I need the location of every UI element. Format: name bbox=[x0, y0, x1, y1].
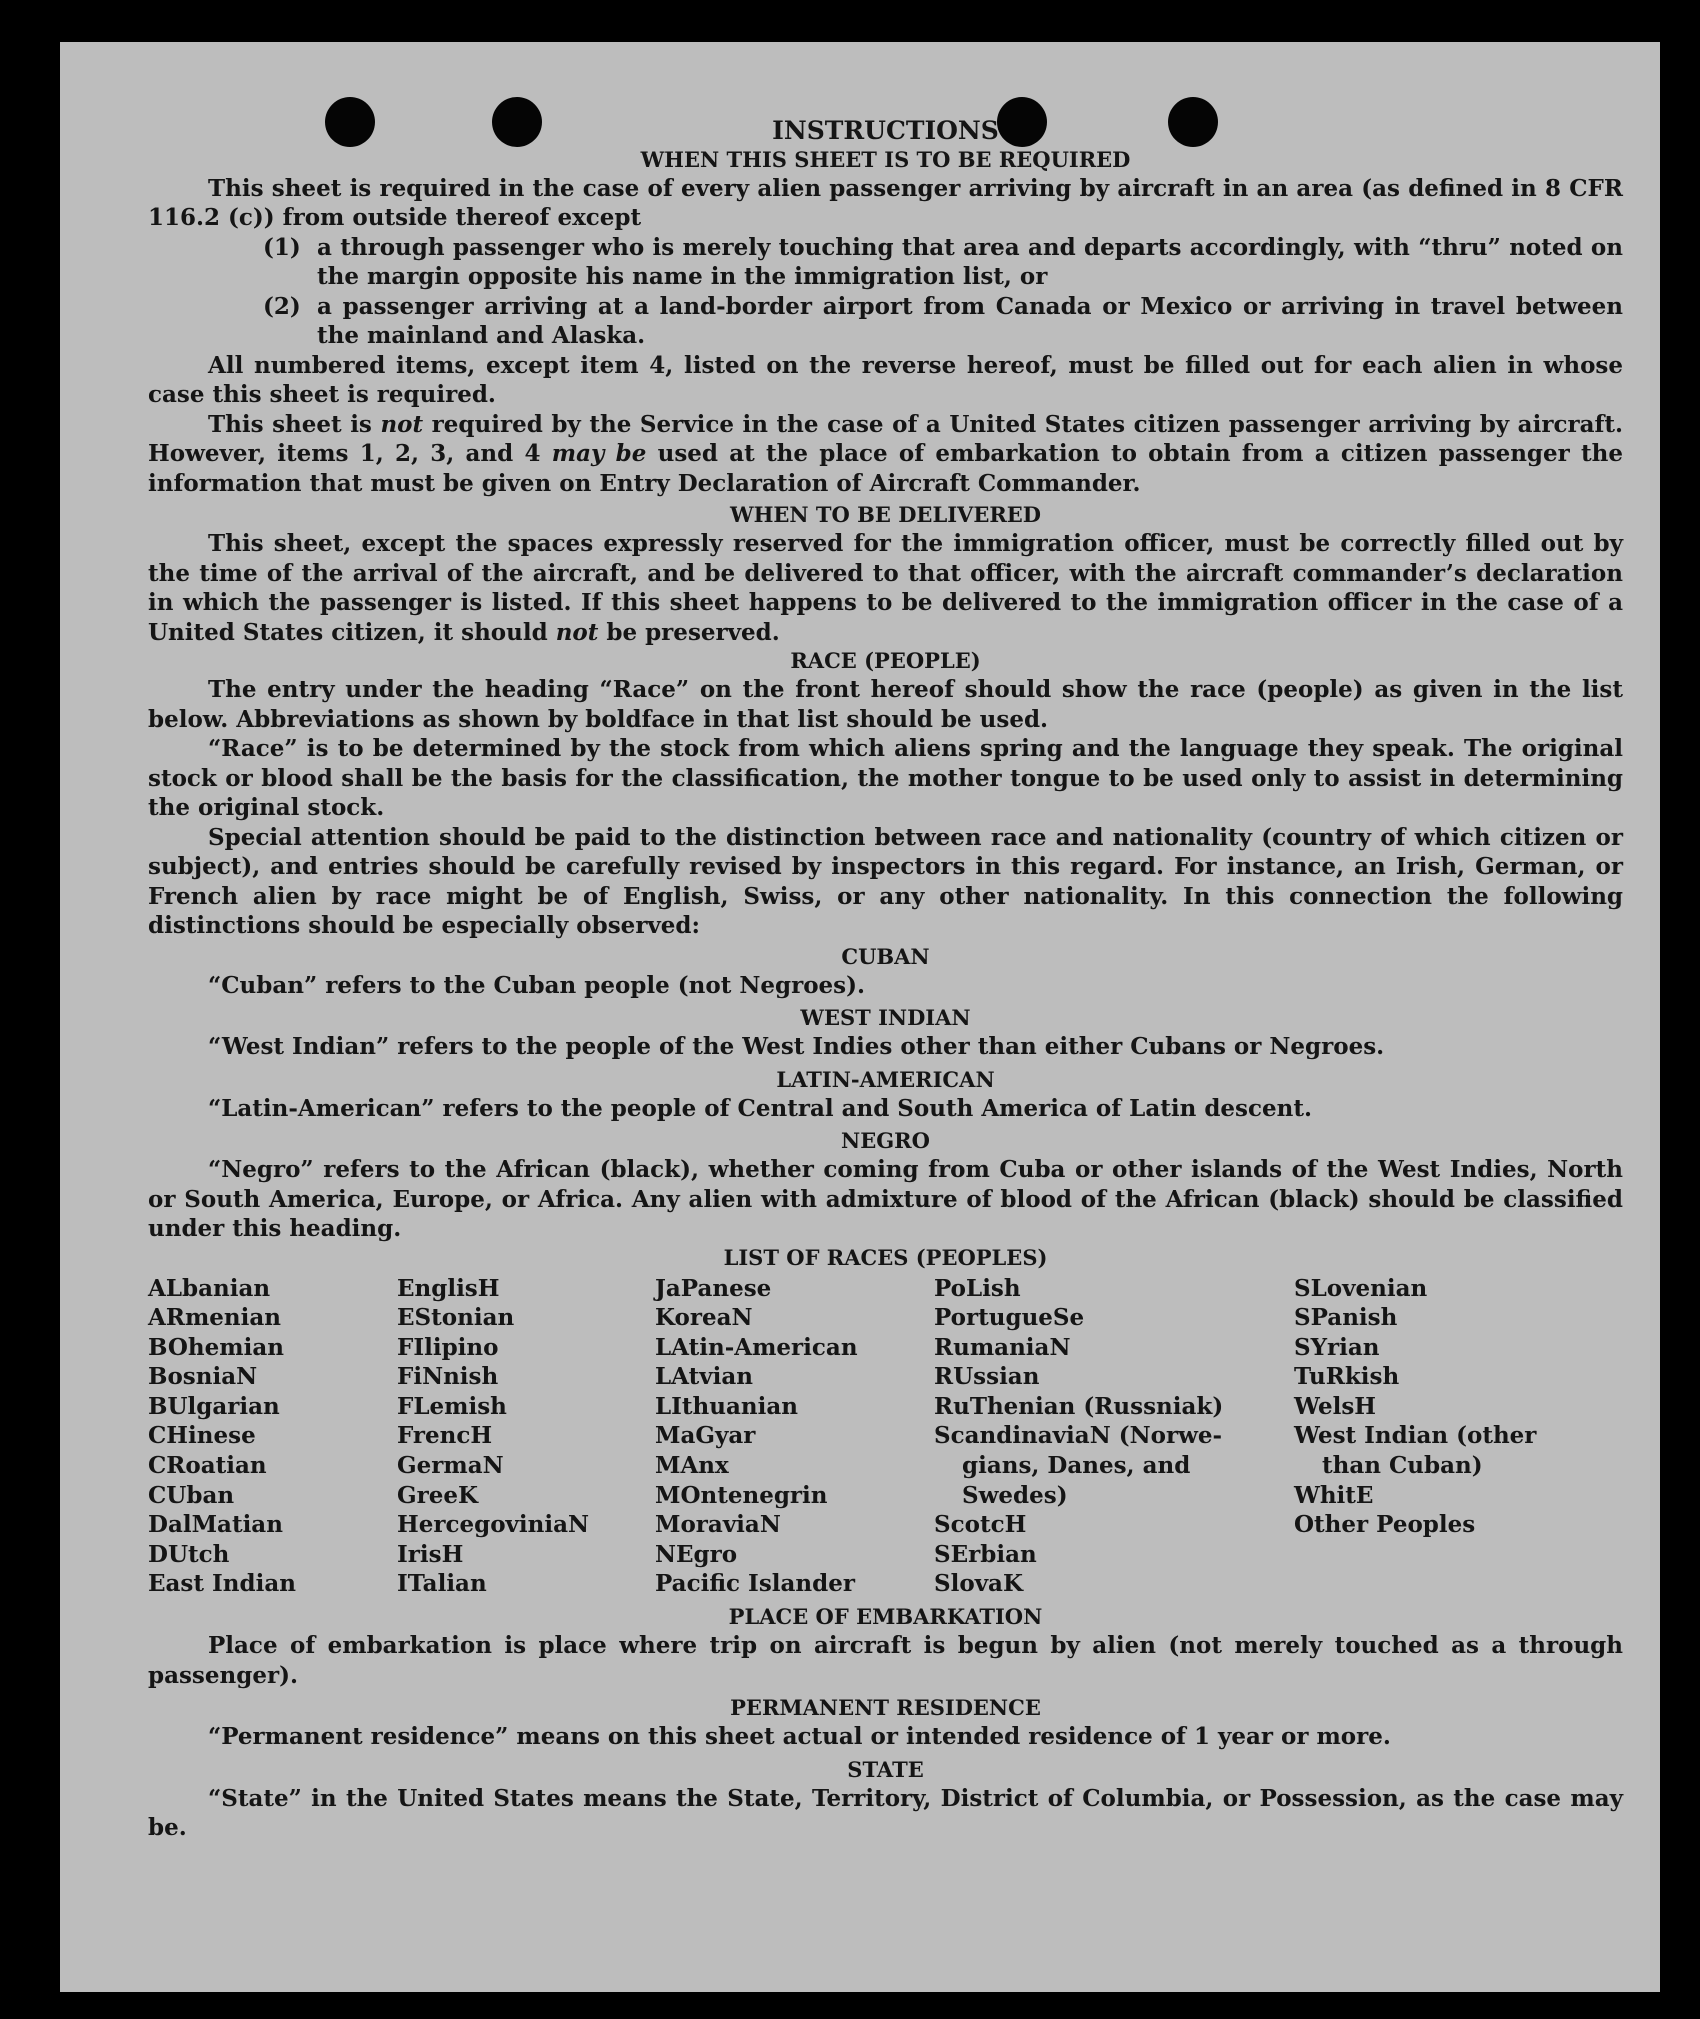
race-entry: RuThenian (Russniak) bbox=[934, 1392, 1224, 1420]
paragraph: Place of embarkation is place where trip on aircraft is begun by alien (not merely touched as a through passenger). bbox=[148, 1632, 1623, 1689]
race-entry: FLemish bbox=[397, 1392, 507, 1420]
race-column bbox=[655, 1274, 934, 1600]
race-entry: HercegoviniaN bbox=[397, 1511, 590, 1539]
race-entry: FIlipino bbox=[397, 1333, 499, 1361]
section-heading: WEST INDIAN bbox=[800, 1005, 971, 1030]
race-entry: SPanish bbox=[1294, 1304, 1398, 1332]
paragraph: “Latin-American” refers to the people of Central and South America of Latin descent. bbox=[208, 1094, 1312, 1122]
race-entry: MoraviaN bbox=[655, 1511, 781, 1539]
text-run: be preserved. bbox=[598, 618, 780, 646]
race-entry: BosniaN bbox=[148, 1363, 258, 1391]
race-entry: PortugueSe bbox=[934, 1304, 1085, 1332]
paragraph: “Race” is to be determined by the stock from which aliens spring and the language they speak. The original stock or blood shall be the basis for the classification, the mother tongue to be used only to assist in determining the original stock. bbox=[148, 735, 1623, 821]
race-entry: NEgro bbox=[655, 1540, 738, 1568]
section-heading: CUBAN bbox=[841, 943, 930, 969]
race-column bbox=[397, 1274, 655, 1600]
race-entry: ITalian bbox=[397, 1570, 487, 1598]
race-entry: East Indian bbox=[148, 1570, 296, 1598]
race-column bbox=[1294, 1274, 1594, 1600]
race-entry: TuRkish bbox=[1294, 1363, 1400, 1391]
document-sheet bbox=[60, 42, 1660, 1992]
paragraph: “Negro” refers to the African (black), whether coming from Cuba or other islands of the West Indies, North or South America, Europe, or Africa. Any alien with admixture of blood of the African (black) should be classified under this heading. bbox=[148, 1156, 1623, 1242]
race-entry: MAnx bbox=[655, 1452, 729, 1480]
race-entry: MaGyar bbox=[655, 1422, 756, 1450]
section-heading: NEGRO bbox=[841, 1128, 930, 1153]
race-entry: JaPanese bbox=[655, 1274, 772, 1302]
race-entry: BUlgarian bbox=[148, 1392, 280, 1420]
emphasis-text: not bbox=[555, 618, 599, 646]
race-entry: LAtvian bbox=[655, 1363, 753, 1391]
race-entry: ALbanian bbox=[148, 1274, 271, 1302]
paragraph: “West Indian” refers to the people of the West Indies other than either Cubans or Negroes. bbox=[208, 1033, 1385, 1060]
list-item bbox=[148, 233, 1623, 292]
section-heading: RACE (PEOPLE) bbox=[790, 648, 981, 673]
race-entry: RumaniaN bbox=[934, 1333, 1071, 1361]
race-entry: ScotcH bbox=[934, 1511, 1027, 1539]
text-run: required by the Service in the case of a United States citizen passenger arriving by aircraft. However, items 1, 2, 3, and 4 bbox=[148, 410, 1623, 467]
race-entry: PoLish bbox=[934, 1274, 1021, 1302]
race-entry: Other Peoples bbox=[1294, 1511, 1476, 1539]
paragraph: The entry under the heading “Race” on the front hereof should show the race (people) as given in the list below. Abbreviations as shown by boldface in that list should be used. bbox=[148, 676, 1623, 733]
race-entry: CRoatian bbox=[148, 1452, 267, 1480]
item-text: a through passenger who is merely touching that area and departs accordingly, with “thru” noted on the margin opposite his name in the immigration list, or bbox=[317, 233, 1623, 290]
section-heading: STATE bbox=[847, 1756, 924, 1782]
race-entry: CHinese bbox=[148, 1422, 256, 1450]
race-entry: gians, Danes, and bbox=[962, 1452, 1191, 1480]
race-entry: WelsH bbox=[1294, 1392, 1377, 1420]
instructions-content bbox=[148, 114, 1623, 1843]
race-entry: GreeK bbox=[397, 1481, 479, 1509]
race-entry: LAtin-American bbox=[655, 1333, 858, 1361]
race-entry: ScandinaviaN (Norwe- bbox=[934, 1422, 1223, 1450]
race-entry: LIthuanian bbox=[655, 1392, 798, 1420]
race-entry: GermaN bbox=[397, 1452, 504, 1480]
race-entry: than Cuban) bbox=[1322, 1452, 1483, 1480]
paragraph: “Cuban” refers to the Cuban people (not Negroes). bbox=[208, 971, 866, 999]
paragraph: All numbered items, except item 4, listed on the reverse hereof, must be filled out for each alien in whose case this sheet is required. bbox=[148, 351, 1623, 408]
section-heading: LATIN-AMERICAN bbox=[776, 1066, 995, 1092]
race-entry: DalMatian bbox=[148, 1511, 283, 1539]
item-number: (2) bbox=[263, 292, 301, 320]
text-run: used at the place of embarkation to obtain from a citizen passenger the information that must be given on Entry Declaration of Aircraft Commander. bbox=[148, 440, 1623, 497]
paragraph: This sheet is required in the case of every alien passenger arriving by aircraft in an area (as defined in 8 CFR 116.2 (c)) from outside thereof except bbox=[148, 174, 1623, 231]
item-text: a passenger arriving at a land-border airport from Canada or Mexico or arriving in travel between the mainland and Alaska. bbox=[317, 292, 1623, 349]
paragraph bbox=[148, 410, 1623, 499]
race-entry: FrencH bbox=[397, 1422, 493, 1450]
section-heading: WHEN THIS SHEET IS TO BE REQUIRED bbox=[640, 146, 1131, 172]
text-run: This sheet is bbox=[208, 410, 381, 438]
race-column bbox=[934, 1274, 1294, 1600]
race-entry: MOntenegrin bbox=[655, 1481, 828, 1509]
list-item bbox=[148, 292, 1623, 351]
section-heading: LIST OF RACES (PEOPLES) bbox=[723, 1244, 1048, 1270]
race-entry: RUssian bbox=[934, 1363, 1040, 1391]
race-entry: EnglisH bbox=[397, 1274, 500, 1302]
section-heading: PLACE OF EMBARKATION bbox=[728, 1604, 1043, 1630]
race-entry: BOhemian bbox=[148, 1333, 284, 1361]
race-entry: IrisH bbox=[397, 1540, 464, 1568]
section-heading: WHEN TO BE DELIVERED bbox=[729, 502, 1041, 527]
race-entry: EStonian bbox=[397, 1304, 515, 1332]
paragraph: “State” in the United States means the State, Territory, District of Columbia, or Possession, as the case may be. bbox=[148, 1784, 1623, 1842]
paragraph: Special attention should be paid to the distinction between race and nationality (country of which citizen or subject), and entries should be carefully revised by inspectors in this regard. For instance, an Irish, German, or French alien by race might be of English, Swiss, or any other nationality. In this connection the following distinctions should be especially observed: bbox=[148, 823, 1623, 939]
paragraph bbox=[148, 529, 1623, 647]
race-entry: West Indian (other bbox=[1294, 1422, 1537, 1450]
race-entry: KoreaN bbox=[655, 1304, 753, 1332]
emphasis-text: may be bbox=[551, 440, 647, 467]
race-entry: SErbian bbox=[934, 1540, 1037, 1568]
paragraph: “Permanent residence” means on this sheet actual or intended residence of 1 year or more. bbox=[208, 1723, 1391, 1751]
item-number: (1) bbox=[263, 233, 301, 261]
race-entry: SLovenian bbox=[1294, 1274, 1428, 1302]
race-entry: CUban bbox=[148, 1481, 235, 1509]
page-title: INSTRUCTIONS bbox=[772, 116, 999, 145]
race-entry: WhitE bbox=[1294, 1481, 1374, 1509]
race-entry: Pacific Islander bbox=[655, 1570, 855, 1598]
race-column bbox=[148, 1274, 397, 1600]
race-entry: DUtch bbox=[148, 1540, 230, 1568]
section-heading: PERMANENT RESIDENCE bbox=[730, 1695, 1041, 1721]
race-entry: SYrian bbox=[1294, 1333, 1380, 1361]
race-entry: FiNnish bbox=[397, 1363, 499, 1391]
race-entry: ARmenian bbox=[148, 1304, 282, 1332]
race-list bbox=[148, 1274, 1623, 1600]
race-entry: SlovaK bbox=[934, 1570, 1023, 1598]
text-run: This sheet, except the spaces expressly reserved for the immigration officer, must be correctly filled out by the time of the arrival of the aircraft, and be delivered to that officer, with the aircraft commander’s declaration in which the passenger is listed. If this sheet happens to be delivered to the immigration officer in the case of a United States citizen, it should bbox=[148, 530, 1623, 646]
emphasis-text: not bbox=[380, 410, 424, 438]
race-entry: Swedes) bbox=[962, 1481, 1068, 1509]
